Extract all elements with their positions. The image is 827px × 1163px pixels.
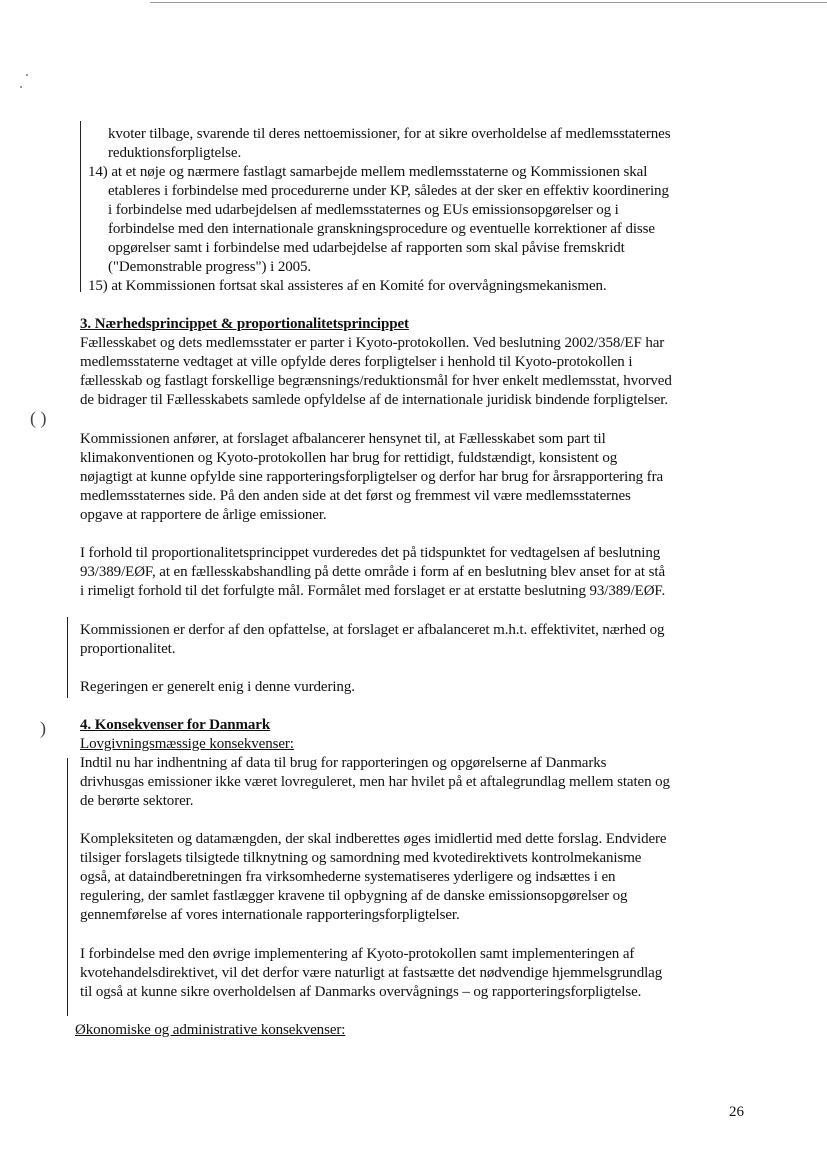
section-4-para-1-line: drivhusgas emissioner ikke været lovreguleret, men har hvilet på et aftalegrundlag mellem staten og xyxy=(80,774,670,790)
section-3-para-3-line: 93/389/EØF, at en fællesskabshandling på dette område i form af en beslutning blev anset for at stå xyxy=(80,564,666,580)
section-4-para-2-line: gennemførelse af vores internationale rapporteringsforpligtelser. xyxy=(80,907,460,923)
revision-bar xyxy=(67,758,68,1016)
top-scan-edge xyxy=(150,2,827,3)
item-14-line: i forbindelse med udarbejdelsen af medlemsstaternes og EUs emissionsopgørelser og i xyxy=(108,202,619,218)
item-15-line: 15) at Kommissionen fortsat skal assisteres af en Komité for overvågningsmekanismen. xyxy=(88,278,607,294)
section-3-para-3-line: i rimeligt forhold til det forfulgte mål. Formålet med forslaget er at erstatte beslutning 93/389/EØF. xyxy=(80,583,666,599)
section-4-para-1-line: Indtil nu har indhentning af data til brug for rapporteringen og opgørelserne af Danmarks xyxy=(80,755,607,771)
revision-bar xyxy=(80,121,81,292)
section-3-para-2-line: nøjagtigt at kunne opfylde sine rapporteringsforpligtelser og derfor har brug for årsrapportering fra xyxy=(80,469,664,485)
section-3-heading: 3. Nærhedsprincippet & proportionalitetsprincippet xyxy=(80,316,409,332)
section-3-para-2-line: opgave at rapportere de årlige emissioner. xyxy=(80,507,327,523)
scan-speck xyxy=(26,74,28,76)
section-3-para-4-line: proportionalitet. xyxy=(80,641,176,657)
section-3-para-1-line: medlemsstaterne vedtaget at ville opfylde deres forpligtelser i henhold til Kyoto-protokollen i xyxy=(80,354,633,370)
section-3-para-4-line: Kommissionen er derfor af den opfattelse, at forslaget er afbalanceret m.h.t. effektivitet, nærhed og xyxy=(80,622,665,638)
section-3-para-1-line: de bidrager til Fællesskabets samlede opfyldelse af de internationale juridisk bindende forpligtelser. xyxy=(80,392,668,408)
margin-bracket-mark: ) xyxy=(40,718,46,738)
section-4-para-2-line: også, at dataindberetningen fra virksomhederne systematiseres yderligere og indsættes i en xyxy=(80,869,616,885)
section-4-para-1-line: de berørte sektorer. xyxy=(80,793,194,809)
page-number: 26 xyxy=(729,1104,744,1120)
revision-bar xyxy=(67,617,68,698)
section-3-para-2-line: medlemsstaternes side. På den anden side at det først og fremmest vil være medlemsstaternes xyxy=(80,488,631,504)
section-3-para-1-line: fællesskab og fastlagt forskellige begrænsnings/reduktionsmål for hver enkelt medlemsstat, hvorved xyxy=(80,373,672,389)
section-4-para-3-line: til også at kunne sikre overholdelsen af Danmarks overvågnings – og rapporteringsforpligtelse. xyxy=(80,984,642,1000)
section-4-para-2-line: tilsiger forslagets tilsigtede tilknytning og samordning med kvotedirektivets kontrolmekanisme xyxy=(80,850,642,866)
item-14-line: etableres i forbindelse med procedurerne under KP, således at der sker en effektiv koordinering xyxy=(108,183,669,199)
section-4-heading: 4. Konsekvenser for Danmark xyxy=(80,717,271,733)
continuation-line: kvoter tilbage, svarende til deres nettoemissioner, for at sikre overholdelse af medlemsstaternes xyxy=(108,126,671,142)
continuation-line: reduktionsforpligtelse. xyxy=(108,145,242,161)
section-3-para-2-line: klimakonventionen og Kyoto-protokollen har brug for rettidigt, fuldstændigt, konsistent og xyxy=(80,450,618,466)
item-14-line: ("Demonstrable progress") i 2005. xyxy=(108,259,312,275)
section-4-subheading-legal: Lovgivningsmæssige konsekvenser: xyxy=(80,736,294,752)
item-14-line: opgørelser samt i forbindelse med udarbejdelse af rapporten som skal påvise fremskridt xyxy=(108,240,625,256)
section-4-para-3-line: I forbindelse med den øvrige implementering af Kyoto-protokollen samt implementeringen af xyxy=(80,946,635,962)
item-14-line: forbindelse med den internationale granskningsprocedure og eventuelle korrektioner af disse xyxy=(108,221,655,237)
section-4-para-2-line: regulering, der samlet fastlægger kravene til opbygning af de danske emissionsopgørelser og xyxy=(80,888,628,904)
item-14-line: 14) at et nøje og nærmere fastlagt samarbejde mellem medlemsstaterne og Kommissionen skal xyxy=(88,164,648,180)
section-4-subheading-economic: Økonomiske og administrative konsekvenser: xyxy=(75,1022,346,1038)
section-3-para-5-line: Regeringen er generelt enig i denne vurdering. xyxy=(80,679,355,695)
section-3-para-1-line: Fællesskabet og dets medlemsstater er parter i Kyoto-protokollen. Ved beslutning 2002/358/EF har xyxy=(80,335,665,351)
section-4-para-2-line: Kompleksiteten og datamængden, der skal indberettes øges imidlertid med dette forslag. Endvidere xyxy=(80,831,667,847)
section-3-para-2-line: Kommissionen anfører, at forslaget afbalancerer hensynet til, at Fællesskabet som part til xyxy=(80,431,606,447)
section-3-para-3-line: I forhold til proportionalitetsprincippet vurderedes det på tidspunktet for vedtagelsen af beslutning xyxy=(80,545,661,561)
section-4-para-3-line: kvotehandelsdirektivet, vil det derfor være naturligt at fastsætte det nødvendige hjemmelsgrundlag xyxy=(80,965,663,981)
scan-speck xyxy=(20,86,22,88)
margin-bracket-mark: ( ) xyxy=(30,408,47,428)
